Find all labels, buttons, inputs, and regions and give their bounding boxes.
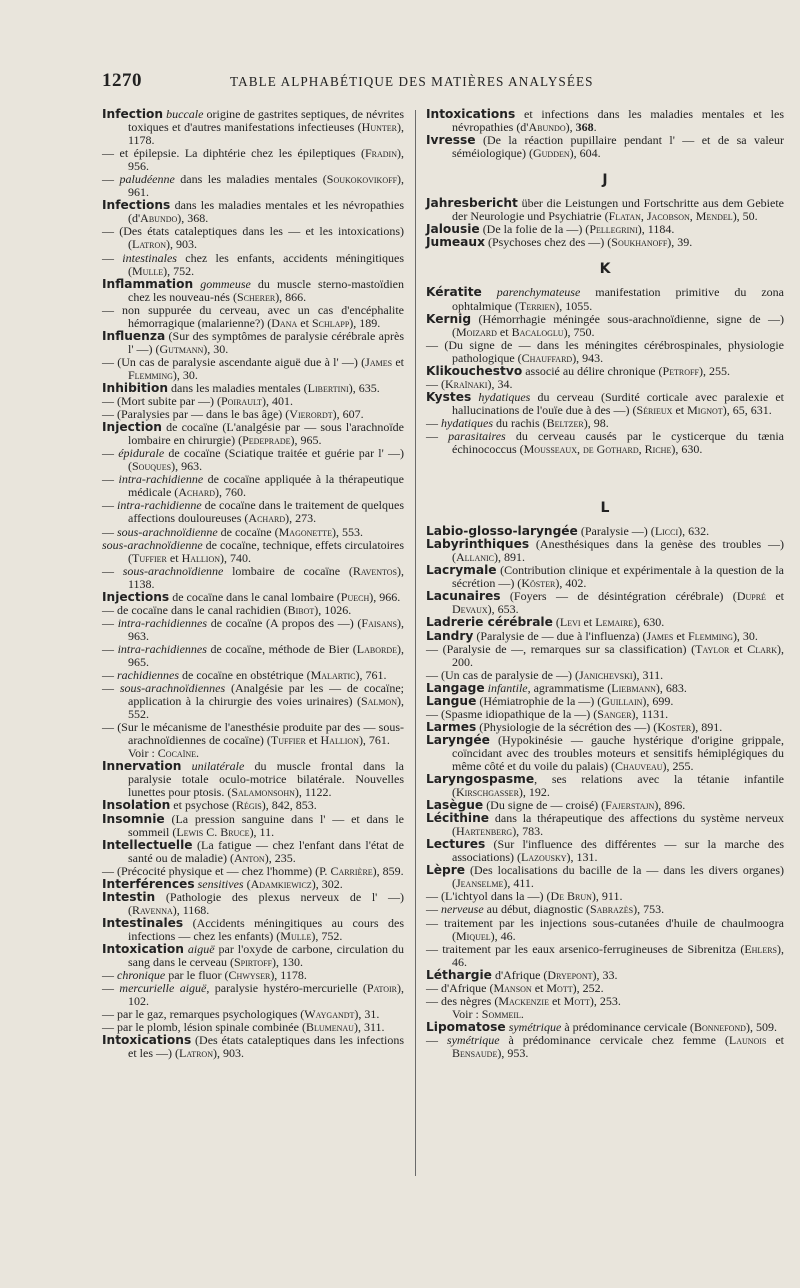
index-entry: Kératite parenchymateuse manifestation primitive du zona ophtalmique (Terrien), 1055. <box>426 285 784 313</box>
index-entry: Infections dans les maladies mentales et les névropathies (d'Abundo), 368. <box>102 198 404 226</box>
index-entry: Laryngospasme, ses relations avec la tétanie infantile (Kirschgasser), 192. <box>426 772 784 800</box>
index-entry: Intoxication aiguë par l'oxyde de carbone, circulation du sang dans le cerveau (Spirtoff), 130. <box>102 942 404 970</box>
index-entry: — intra-rachidienne de cocaïne dans le traitement de quelques affections douloureuses (Achard), 273. <box>102 498 405 526</box>
index-entry: — (Kraïnaki), 34. <box>426 376 513 391</box>
cross-reference: Voir : Sommeil. <box>452 1006 524 1021</box>
page-header <box>102 70 778 94</box>
index-entry: — sous-arachnoïdienne lombaire de cocaïne (Raventos), 1138. <box>102 563 404 591</box>
index-entry: Lipomatose symétrique à prédominance cervicale (Bonnefond), 509. <box>426 1019 777 1034</box>
index-entry: — des nègres (Mackenzie et Mott), 253. <box>426 993 621 1008</box>
section-letter: J <box>602 172 608 189</box>
index-entry: Kystes hydatiques du cerveau (Surdité corticale avec paralexie et hallucinations de l'ouïe due à des —) (Sérieux et Mignot), 65, 631. <box>426 389 785 417</box>
index-entry: Jahresbericht über die Leistungen und Fortschritte aus dem Gebiete der Neurologie und Psychiatrie (Flatan, Jacobson, Mendel), 50. <box>426 196 784 224</box>
index-entry: — chronique par le fluor (Chwyser), 1178. <box>102 968 307 983</box>
index-entry: — (Du signe de — dans les méningites cérébrospinales, physiologie pathologique (Chauffard), 943. <box>426 337 784 365</box>
index-entry: Insomnie (La pression sanguine dans l' — et dans le sommeil (Lewis C. Bruce), 11. <box>102 811 404 839</box>
index-entry: — (L'ichtyol dans la —) (De Brun), 911. <box>426 889 623 904</box>
index-entry: — intra-rachidienne de cocaïne appliquée à la thérapeutique médicale (Achard), 760. <box>102 472 405 500</box>
index-entry: Lasègue (Du signe de — croisé) (Fajerstajn), 896. <box>426 798 686 813</box>
index-entry: Innervation unilatérale du muscle frontal dans la paralysie totale oculo-motrice bilatérale. Nouvelles lunettes pour ptosis. (Salamonsohn), 1122. <box>102 759 404 800</box>
index-entry: — mercurielle aiguë, paralysie hystéro-mercurielle (Patoir), 102. <box>102 981 404 1009</box>
index-entry: Interférences sensitives (Adamkiewicz), 302. <box>102 876 343 891</box>
left-column <box>102 108 404 1060</box>
index-entry: Intoxications et infections dans les maladies mentales et les névropathies (d'Abundo), 368. <box>426 107 784 135</box>
index-entry: — intestinales chez les enfants, accidents méningitiques (Mulle), 752. <box>102 250 404 278</box>
index-entry: — non suppurée du cerveau, avec un cas d'encéphalite hémorragique (malarienne?) (Dana et Schlapp), 189. <box>102 302 404 330</box>
index-entry: — paludéenne dans les maladies mentales (Soukokovikoff), 961. <box>102 172 405 200</box>
index-entry: — (Un cas de paralysie ascendante aiguë due à l' —) (James et Flemming), 30. <box>102 354 404 382</box>
index-entry: Injection de cocaïne (L'analgésie par — sous l'arachnoïde lombaire en chirurgie) (Pedeprade), 965. <box>102 420 404 448</box>
index-entry: — (Mort subite par —) (Poirault), 401. <box>102 394 294 409</box>
index-entry: Intestin (Pathologie des plexus nerveux de l' —) (Ravenna), 1168. <box>102 889 404 917</box>
index-entry: Inhibition dans les maladies mentales (Libertini), 635. <box>102 380 380 395</box>
index-entry: — (Des états cataleptiques dans les — et les intoxications) (Latron), 903. <box>102 224 404 252</box>
index-entry: Infection buccale origine de gastrites septiques, de névrites toxiques et d'autres manifestations infectieuses (Hunter), 1178. <box>102 107 405 148</box>
index-entry: — parasitaires du cerveau causés par le cysticerque du tænia échinococcus (Mousseaux, de Gothard, Riche), 630. <box>426 428 784 457</box>
index-entry: Influenza (Sur des symptômes de paralysie cérébrale après l' —) (Gutmann), 30. <box>102 328 404 356</box>
index-entry: — symétrique à prédominance cervicale chez femme (Launois et Bensaude), 953. <box>426 1032 784 1060</box>
index-entry: Insolation et psychose (Régis), 842, 853. <box>102 798 317 813</box>
index-entry: — d'Afrique (Manson et Mott), 252. <box>426 980 604 995</box>
page-number: 1270 <box>102 70 142 91</box>
index-entry: Intellectuelle (La fatigue — chez l'enfant dans l'état de santé ou de maladie) (Anton), 235. <box>102 837 404 865</box>
index-entry: — traitement par les eaux arsenico-ferrugineuses de Sibrenitza (Ehlers), 46. <box>426 941 784 969</box>
index-entry: Lacrymale (Contribution clinique et expérimentale à la question de la sécrétion —) (Köster), 402. <box>426 563 784 591</box>
index-entry: — (Paralysie de —, remarques sur sa classification) (Taylor et Clark), 200. <box>426 641 784 669</box>
index-entry: — hydatiques du rachis (Beltzer), 98. <box>426 415 609 430</box>
index-entry: Intestinales (Accidents méningitiques au cours des infections — chez les enfants) (Mulle), 752. <box>102 915 404 943</box>
index-entry: — intra-rachidiennes de cocaïne, méthode de Bier (Laborde), 965. <box>102 641 404 669</box>
index-entry: Larmes (Physiologie de la sécrétion des —) (Koster), 891. <box>426 719 723 734</box>
index-entry: — rachidiennes de cocaïne en obstétrique (Malartic), 761. <box>102 668 387 683</box>
index-entry: Lèpre (Des localisations du bacille de la — dans les divers organes) (Jeanselme), 411. <box>426 863 784 891</box>
index-entry: Injections de cocaïne dans le canal lombaire (Puech), 966. <box>102 589 401 604</box>
index-entry: — intra-rachidiennes de cocaïne (A propos des —) (Faisans), 963. <box>102 615 404 643</box>
section-letter: K <box>599 261 611 278</box>
index-entry: Jumeaux (Psychoses chez des —) (Soukhanoff), 39. <box>426 235 693 250</box>
index-entry: Landry (Paralysie de — due à l'influenza) (James et Flemming), 30. <box>426 628 758 643</box>
index-entry: — par le plomb, lésion spinale combinée (Blumenau), 311. <box>102 1020 385 1035</box>
running-title: TABLE ALPHABÉTIQUE DES MATIÈRES ANALYSÉES <box>230 74 594 89</box>
index-entry: — épidurale de cocaïne (Sciatique traitée et guérie par l' —) (Souques), 963. <box>102 446 404 474</box>
index-entry: — sous-arachnoïdienne de cocaïne (Magonette), 553. <box>102 524 363 539</box>
index-entry: — (Un cas de paralysie de —) (Janichevski), 311. <box>426 667 664 682</box>
index-entry: Langue (Hémiatrophie de la —) (Guillain), 699. <box>426 693 674 708</box>
index-entry: — (Paralysies par — dans le bas âge) (Vierordt), 607. <box>102 407 364 422</box>
index-entry: — sous-arachnoïdiennes (Analgésie par les — de cocaïne; application à la chirurgie des voies urinaires) (Salmon), 552. <box>102 681 405 722</box>
index-entry: Inflammation gommeuse du muscle sterno-mastoïdien chez les nouveau-nés (Scherer), 866. <box>102 276 404 304</box>
section-letter: L <box>600 500 610 517</box>
index-entry: Lacunaires (Foyers — de désintégration cérébrale) (Dupré et Devaux), 653. <box>426 589 784 617</box>
index-entry: Lécithine dans la thérapeutique des affections du système nerveux (Hartenberg), 783. <box>426 811 784 839</box>
index-entry: Langage infantile, agrammatisme (Liebmann), 683. <box>426 680 687 695</box>
index-entry: — par le gaz, remarques psychologiques (Waygandt), 31. <box>102 1007 380 1022</box>
index-entry: Laryngée (Hypokinésie — gauche hystérique d'origine grippale, coïncidant avec des troubles moteurs et sensitifs hémiplégiques du même côté et du voile du palais) (Chauveau), 255. <box>426 732 784 773</box>
index-entry: Léthargie d'Afrique (Dryepont), 33. <box>426 967 618 982</box>
index-entry: Labyrinthiques (Anesthésiques dans la genèse des troubles —) (Allanic), 891. <box>426 537 784 565</box>
right-column <box>426 108 784 1060</box>
index-entry: Lectures (Sur l'influence des différentes — sur la marche des associations) (Lazousky), 131. <box>426 837 784 865</box>
index-entry: — (Précocité physique et — chez l'homme) (P. Carrière), 859. <box>102 863 404 878</box>
cross-reference: Voir : Cocaïne. <box>128 746 200 761</box>
index-entry: — et épilepsie. La diphtérie chez les épileptiques (Fradin), 956. <box>102 146 404 174</box>
index-entry: Kernig (Hémorrhagie méningée sous-arachnoïdienne, signe de —) (Moizard et Bacaloglu), 750. <box>426 311 784 339</box>
index-entry: Jalousie (De la folie de la —) (Pellegrini), 1184. <box>426 222 675 237</box>
index-entry: — traitement par les injections sous-cutanées d'huile de chaulmoogra (Miquel), 46. <box>426 915 784 943</box>
index-entry: — nerveuse au début, diagnostic (Sabrazès), 753. <box>426 902 665 917</box>
index-entry: Labio-glosso-laryngée (Paralysie —) (Licci), 632. <box>426 524 710 539</box>
index-entry: sous-arachnoïdienne de cocaïne, technique, effets circulatoires (Tuffier et Hallion), 740. <box>102 537 405 565</box>
index-entry: Klikouchestvo associé au délire chronique (Petroff), 255. <box>426 363 730 378</box>
index-entry: Ivresse (De la réaction pupillaire pendant l' — et de sa valeur séméiologique) (Gudden), 604. <box>426 133 784 161</box>
index-entry: Ladrerie cérébrale (Levi et Lemaire), 630. <box>426 615 665 630</box>
column-divider <box>415 110 416 1176</box>
index-entry: — (Sur le mécanisme de l'anesthésie produite par des — sous-arachnoïdiennes de cocaïne) (Tuffier et Hallion), 761. <box>102 720 404 748</box>
index-entry: — de cocaïne dans le canal rachidien (Bibot), 1026. <box>102 602 352 617</box>
index-entry: Intoxications (Des états cataleptiques dans les infections et les —) (Latron), 903. <box>102 1033 404 1061</box>
index-entry: — (Spasme idiopathique de la —) (Sanger), 1131. <box>426 706 669 721</box>
